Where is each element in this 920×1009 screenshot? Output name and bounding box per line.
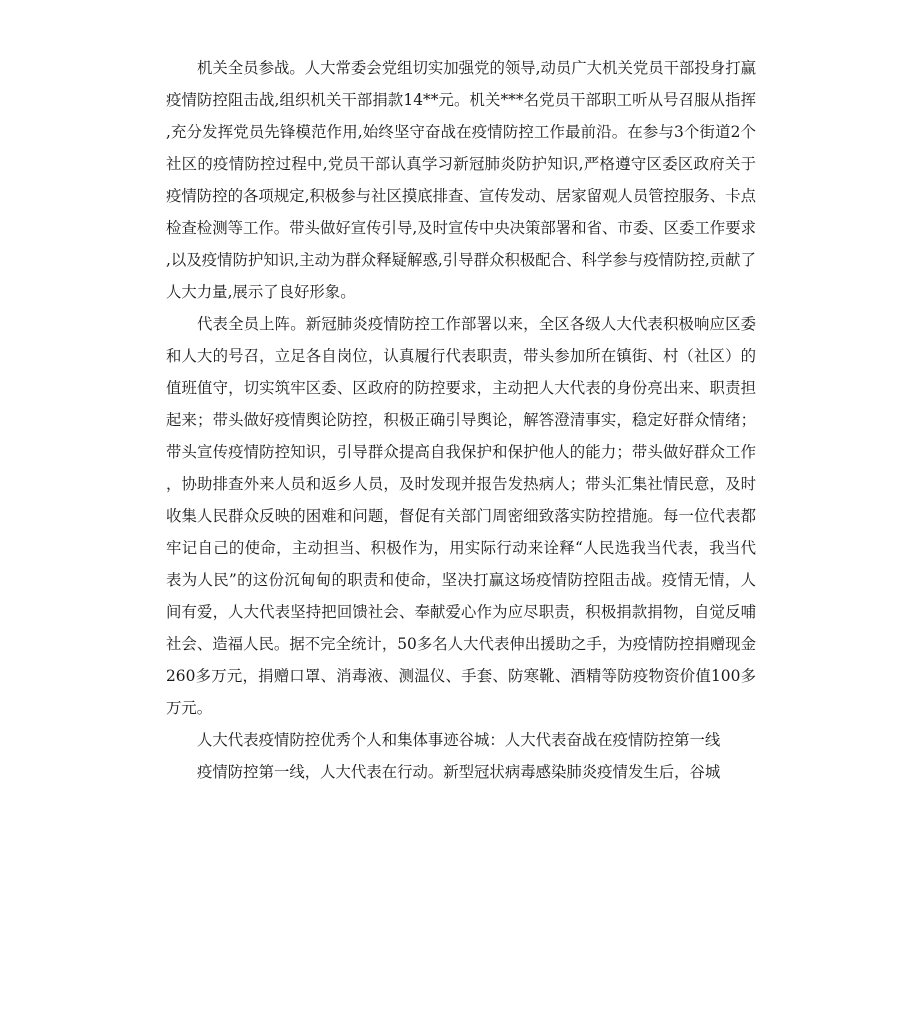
document-body (166, 52, 756, 788)
paragraph-deputies-participation: 代表全员上阵。新冠肺炎疫情防控工作部署以来，全区各级人大代表积极响应区委和人大的号召，立足各自岗位，认真履行代表职责，带头参加所在镇街、村（社区）的值班值守，切实筑牢区委、区政府的防控要求，主动把人大代表的身份亮出来、职责担起来；带头做好疫情舆论防控，积极正确引导舆论，解答澄清事实，稳定好群众情绪；带头宣传疫情防控知识，引导群众提高自我保护和保护他人的能力；带头做好群众工作，协助排查外来人员和返乡人员，及时发现并报告发热病人；带头汇集社情民意，及时收集人民群众反映的困难和问题，督促有关部门周密细致落实防控措施。每一位代表都牢记自己的使命，主动担当、积极作为，用实际行动来诠释“人民选我当代表，我当代表为人民”的这份沉甸甸的职责和使命，坚决打赢这场疫情防控阻击战。疫情无情，人间有爱，人大代表坚持把回馈社会、奉献爱心作为应尽职责，积极捐款捐物，自觉反哺社会、造福人民。据不完全统计，50多名人大代表伸出援助之手，为疫情防控捐赠现金260多万元，捐赠口罩、消毒液、测温仪、手套、防寒靴、酒精等防疫物资价值100多万元。 (166, 315, 756, 717)
paragraph-frontline-intro: 疫情防控第一线，人大代表在行动。新型冠状病毒感染肺炎疫情发生后，谷城 (197, 763, 721, 781)
paragraph-section-heading: 人大代表疫情防控优秀个人和集体事迹谷城：人大代表奋战在疫情防控第一线 (197, 731, 721, 749)
paragraph-agency-participation: 机关全员参战。人大常委会党组切实加强党的领导,动员广大机关党员干部投身打赢疫情防控阻击战,组织机关干部捐款14**元。机关***名党员干部职工听从号召服从指挥,充分发挥党员先锋模范作用,始终坚守奋战在疫情防控工作最前沿。在参与3个街道2个社区的疫情防控过程中,党员干部认真学习新冠肺炎防护知识,严格遵守区委区政府关于疫情防控的各项规定,积极参与社区摸底排查、宣传发动、居家留观人员管控服务、卡点检查检测等工作。带头做好宣传引导,及时宣传中央决策部署和省、市委、区委工作要求,以及疫情防护知识,主动为群众释疑解惑,引导群众积极配合、科学参与疫情防控,贡献了人大力量,展示了良好形象。 (166, 59, 756, 301)
